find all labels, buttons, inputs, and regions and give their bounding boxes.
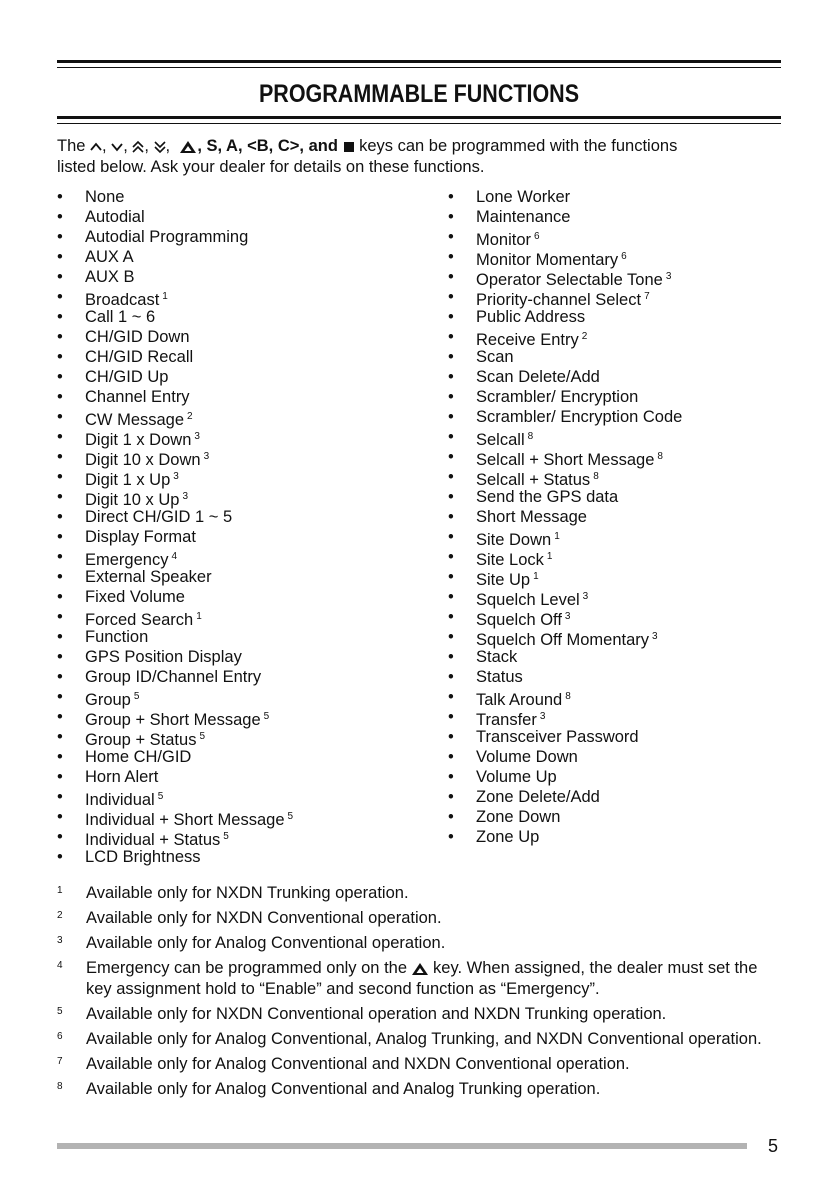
footnote-ref: 3 xyxy=(194,431,200,442)
list-item-text: CW Message xyxy=(85,411,185,429)
footnote-number: 2 xyxy=(57,910,63,921)
footnote-text: Available only for NXDN Trunking operation. xyxy=(86,884,409,902)
list-item-label xyxy=(85,767,158,787)
list-item-label xyxy=(85,227,248,247)
bullet: • xyxy=(448,248,454,266)
list-item-text: Volume Up xyxy=(476,768,557,786)
bullet: • xyxy=(57,648,63,666)
list-item-text: Squelch Level xyxy=(476,591,580,609)
bullet: • xyxy=(57,628,63,646)
list-item-label xyxy=(85,347,193,367)
bullet: • xyxy=(57,768,63,786)
list-item-label xyxy=(85,187,124,207)
bullet: • xyxy=(57,408,63,426)
list-item-text: Individual + Status xyxy=(85,831,221,849)
emergency-triangle-icon xyxy=(179,140,197,154)
footnote-ref: 3 xyxy=(173,471,179,482)
list-item-text: Stack xyxy=(476,648,518,666)
bullet: • xyxy=(57,308,63,326)
list-item-label xyxy=(476,727,639,747)
page-title: PROGRAMMABLE FUNCTIONS xyxy=(258,80,580,108)
list-item-text: Individual xyxy=(85,791,155,809)
bullet: • xyxy=(448,188,454,206)
bullet: • xyxy=(57,668,63,686)
list-item-label xyxy=(85,627,148,647)
footnote xyxy=(57,958,781,1000)
bullet: • xyxy=(448,588,454,606)
footnote xyxy=(57,1079,781,1100)
footnote-number: 1 xyxy=(57,885,63,896)
bullet: • xyxy=(448,448,454,466)
footnote-ref: 7 xyxy=(644,291,650,302)
footnote-ref: 4 xyxy=(171,551,178,562)
list-item-label xyxy=(476,347,514,367)
list-item-text: Scan xyxy=(476,348,514,366)
bullet: • xyxy=(57,688,63,706)
list-item-text: Scan Delete/Add xyxy=(476,368,600,386)
list-item-text: Selcall xyxy=(476,431,525,449)
bullet: • xyxy=(448,408,454,426)
list-item-text: None xyxy=(85,188,125,206)
list-item-text: Scrambler/ Encryption xyxy=(476,388,639,406)
title-rule-thick xyxy=(57,116,781,119)
footnote-ref: 6 xyxy=(621,251,627,262)
footnote-ref: 5 xyxy=(199,731,206,742)
list-item-text: Channel Entry xyxy=(85,388,190,406)
list-item-text: Send the GPS data xyxy=(476,488,619,506)
footnote-ref: 1 xyxy=(546,551,553,562)
top-rule-thick xyxy=(57,60,781,63)
footnote-ref: 1 xyxy=(533,571,539,582)
bullet: • xyxy=(57,228,63,246)
square-key-icon xyxy=(343,141,355,153)
list-item-text: Digit 1 x Up xyxy=(85,471,171,489)
bullet: • xyxy=(57,608,63,626)
list-item-text: Scrambler/ Encryption Code xyxy=(476,408,683,426)
bullet: • xyxy=(57,848,63,866)
list-item-text: Home CH/GID xyxy=(85,748,192,766)
bullet: • xyxy=(448,368,454,386)
list-item-label xyxy=(85,387,190,407)
list-item-text: LCD Brightness xyxy=(85,848,201,866)
list-item-label xyxy=(85,307,155,327)
list-item-text: Zone Up xyxy=(476,828,540,846)
list-item-text: Monitor Momentary xyxy=(476,251,619,269)
bullet: • xyxy=(57,808,63,826)
bullet: • xyxy=(448,768,454,786)
bullet: • xyxy=(57,348,63,366)
footnote-ref: 5 xyxy=(287,811,294,822)
footnote-ref: 3 xyxy=(539,711,546,722)
bullet: • xyxy=(448,528,454,546)
footnote-text: Available only for Analog Conventional, Analog Trunking, and NXDN Conventional operation. xyxy=(86,1030,762,1048)
bullet: • xyxy=(57,568,63,586)
intro-tail: keys can be programmed with the functions xyxy=(354,137,678,155)
list-item-label xyxy=(476,387,638,407)
footnote-ref: 5 xyxy=(223,831,229,842)
list-item-text: Horn Alert xyxy=(85,768,159,786)
bullet: • xyxy=(57,368,63,386)
list-item-label xyxy=(85,587,185,607)
footnote-text: Emergency can be programmed only on the xyxy=(86,959,408,977)
footnote-ref: 3 xyxy=(665,271,672,282)
list-item-text: External Speaker xyxy=(85,568,212,586)
bullet: • xyxy=(448,788,454,806)
list-item-text: Receive Entry xyxy=(476,331,579,349)
footnote xyxy=(57,908,781,929)
emergency-triangle-icon xyxy=(411,962,429,976)
list-item-text: Digit 10 x Up xyxy=(85,491,180,509)
list-item-text: Squelch Off xyxy=(476,611,562,629)
list-item-text: Talk Around xyxy=(476,691,563,709)
list-item-label xyxy=(476,807,560,827)
footnote-ref: 5 xyxy=(133,691,140,702)
footnote-ref: 2 xyxy=(187,411,193,422)
bullet: • xyxy=(448,688,454,706)
footnote-ref: 1 xyxy=(554,531,560,542)
intro-the: The xyxy=(57,137,86,155)
list-item-text: Function xyxy=(85,628,149,646)
footnote-number: 7 xyxy=(57,1056,63,1067)
bullet: • xyxy=(448,668,454,686)
chevron-up-icon xyxy=(90,141,102,153)
bullet: • xyxy=(57,588,63,606)
list-item-text: Monitor xyxy=(476,231,532,249)
list-item-text: Selcall + Status xyxy=(476,471,591,489)
bullet: • xyxy=(448,828,454,846)
footnote-number: 3 xyxy=(57,935,63,946)
intro-line-2: listed below. Ask your dealer for details on these functions. xyxy=(57,158,485,176)
list-item-text: Forced Search xyxy=(85,611,194,629)
footnote-ref: 2 xyxy=(581,331,588,342)
footnote-ref: 3 xyxy=(203,451,210,462)
footnote-ref: 1 xyxy=(196,611,202,622)
footnote xyxy=(57,1029,781,1050)
list-item-label xyxy=(476,827,539,847)
page-number: 5 xyxy=(768,1136,779,1156)
footnote-ref: 3 xyxy=(564,611,571,622)
list-item-text: Group ID/Channel Entry xyxy=(85,668,262,686)
bullet: • xyxy=(57,248,63,266)
footnotes xyxy=(57,883,781,1104)
list-item-label xyxy=(476,307,585,327)
bullet: • xyxy=(448,268,454,286)
list-item-text: Selcall + Short Message xyxy=(476,451,655,469)
list-item-label xyxy=(476,407,682,427)
list-item-text: Display Format xyxy=(85,528,196,546)
footnote-ref: 8 xyxy=(527,431,534,442)
bullet: • xyxy=(57,508,63,526)
bullet: • xyxy=(57,528,63,546)
footnote xyxy=(57,883,781,904)
intro-line-1: The , , , , , S, A, <B, C>, and keys can be programmed with the functions xyxy=(57,137,678,155)
list-item-label xyxy=(85,667,261,687)
bullet: • xyxy=(57,788,63,806)
bullet: • xyxy=(448,568,454,586)
footnote-text: Available only for NXDN Conventional operation. xyxy=(86,909,442,927)
list-item-text: Site Up xyxy=(476,571,531,589)
list-item-text: Transfer xyxy=(476,711,537,729)
list-item-text: Group + Short Message xyxy=(85,711,261,729)
double-chevron-up-icon xyxy=(132,140,144,154)
bullet: • xyxy=(57,708,63,726)
list-item-text: Autodial xyxy=(85,208,145,226)
list-item-text: CH/GID Up xyxy=(85,368,169,386)
bullet: • xyxy=(448,728,454,746)
footer-bar xyxy=(57,1143,747,1149)
bullet: • xyxy=(57,428,63,446)
bullet: • xyxy=(448,348,454,366)
footnote-ref: 8 xyxy=(593,471,599,482)
bullet: • xyxy=(448,628,454,646)
list-item-text: GPS Position Display xyxy=(85,648,242,666)
bullet: • xyxy=(57,468,63,486)
bullet: • xyxy=(57,208,63,226)
list-item-text: Broadcast xyxy=(85,291,160,309)
bullet: • xyxy=(448,468,454,486)
double-chevron-down-icon xyxy=(154,140,166,154)
intro-paragraph xyxy=(57,136,781,178)
footnote-text: Available only for Analog Conventional and NXDN Conventional operation. xyxy=(86,1055,630,1073)
list-item-text: Zone Down xyxy=(476,808,561,826)
bullet: • xyxy=(57,828,63,846)
list-item-text: Site Down xyxy=(476,531,552,549)
list-item-text: Maintenance xyxy=(476,208,571,226)
bullet: • xyxy=(57,268,63,286)
list-item-label xyxy=(85,247,134,267)
list-item-text: Squelch Off Momentary xyxy=(476,631,650,649)
bullet: • xyxy=(57,748,63,766)
bullet: • xyxy=(448,208,454,226)
list-item-label xyxy=(85,647,242,667)
list-item-label xyxy=(476,367,600,387)
list-item-text: AUX A xyxy=(85,248,134,266)
bullet: • xyxy=(448,488,454,506)
list-item-text: Short Message xyxy=(476,508,587,526)
footnote-number: 5 xyxy=(57,1006,63,1017)
footnote-ref: 6 xyxy=(534,231,540,242)
bullet: • xyxy=(448,508,454,526)
bullet: • xyxy=(448,428,454,446)
bullet: • xyxy=(57,548,63,566)
list-item-label xyxy=(476,487,618,507)
list-item-label xyxy=(476,667,523,687)
bullet: • xyxy=(448,388,454,406)
footnote-text: key. When assigned, the dealer must set the key assignment hold to “Enable” and second function as “Emergency”. xyxy=(86,959,758,998)
list-item-label xyxy=(85,747,191,767)
list-item-label xyxy=(85,847,201,867)
list-item-text: Zone Delete/Add xyxy=(476,788,600,806)
list-item-text: Digit 1 x Down xyxy=(85,431,192,449)
footnote-ref: 3 xyxy=(182,491,189,502)
list-item-label xyxy=(476,747,578,767)
bullet: • xyxy=(448,288,454,306)
list-item-label xyxy=(476,787,600,807)
top-rule-thin xyxy=(57,67,781,68)
footnote-ref: 8 xyxy=(657,451,663,462)
footnote-number: 4 xyxy=(57,960,63,971)
list-item-text: Call 1 ~ 6 xyxy=(85,308,156,326)
list-item-text: Digit 10 x Down xyxy=(85,451,201,469)
footnote-ref: 3 xyxy=(652,631,658,642)
intro-keys: , S, A, <B, C>, and xyxy=(197,137,338,155)
bullet: • xyxy=(57,448,63,466)
footnote-text: Available only for Analog Conventional and Analog Trunking operation. xyxy=(86,1080,601,1098)
bullet: • xyxy=(57,388,63,406)
footnote-ref: 8 xyxy=(565,691,571,702)
list-item-text: CH/GID Recall xyxy=(85,348,194,366)
bullet: • xyxy=(448,708,454,726)
bullet: • xyxy=(448,328,454,346)
title-rule-thin xyxy=(57,123,781,124)
list-item-label xyxy=(476,187,570,207)
footnote-ref: 1 xyxy=(162,291,168,302)
list-item-label xyxy=(85,507,232,527)
list-item-label xyxy=(85,367,168,387)
list-item-label xyxy=(476,647,517,667)
list-item-text: Transceiver Password xyxy=(476,728,639,746)
footnote xyxy=(57,933,781,954)
footnote-ref: 3 xyxy=(582,591,589,602)
list-item-label xyxy=(85,327,190,347)
list-item-text: Lone Worker xyxy=(476,188,571,206)
bullet: • xyxy=(448,808,454,826)
list-item-text: Emergency xyxy=(85,551,169,569)
list-item-label xyxy=(476,767,557,787)
list-item-label xyxy=(476,507,587,527)
footnote-number: 6 xyxy=(57,1031,63,1042)
list-item-text: Individual + Short Message xyxy=(85,811,285,829)
list-item-label xyxy=(85,527,196,547)
footnote-number: 8 xyxy=(57,1081,63,1092)
bullet: • xyxy=(448,748,454,766)
bullet: • xyxy=(448,548,454,566)
footnote-text: Available only for NXDN Conventional operation and NXDN Trunking operation. xyxy=(86,1005,667,1023)
list-item-text: Public Address xyxy=(476,308,586,326)
footnote xyxy=(57,1004,781,1025)
list-item-text: Volume Down xyxy=(476,748,578,766)
bullet: • xyxy=(448,648,454,666)
list-item-text: Fixed Volume xyxy=(85,588,185,606)
list-item-text: Autodial Programming xyxy=(85,228,249,246)
bullet: • xyxy=(57,328,63,346)
chevron-down-icon xyxy=(111,141,123,153)
bullet: • xyxy=(448,608,454,626)
list-item-text: Direct CH/GID 1 ~ 5 xyxy=(85,508,233,526)
list-item-text: AUX B xyxy=(85,268,135,286)
list-item-text: CH/GID Down xyxy=(85,328,190,346)
list-item-label xyxy=(85,567,212,587)
footnote-ref: 5 xyxy=(157,791,164,802)
list-item-label xyxy=(476,207,570,227)
footnote xyxy=(57,1054,781,1075)
bullet: • xyxy=(57,488,63,506)
list-item-text: Group + Status xyxy=(85,731,197,749)
footnote-ref: 5 xyxy=(263,711,270,722)
list-item-text: Status xyxy=(476,668,523,686)
list-item-text: Site Lock xyxy=(476,551,544,569)
list-item-text: Group xyxy=(85,691,131,709)
list-item-label xyxy=(85,207,145,227)
bullet: • xyxy=(57,188,63,206)
bullet: • xyxy=(57,288,63,306)
list-item-text: Operator Selectable Tone xyxy=(476,271,663,289)
bullet: • xyxy=(57,728,63,746)
list-item-text: Priority-channel Select xyxy=(476,291,642,309)
footnote-text: Available only for Analog Conventional operation. xyxy=(86,934,446,952)
bullet: • xyxy=(448,308,454,326)
list-item-label xyxy=(85,267,135,287)
bullet: • xyxy=(448,228,454,246)
